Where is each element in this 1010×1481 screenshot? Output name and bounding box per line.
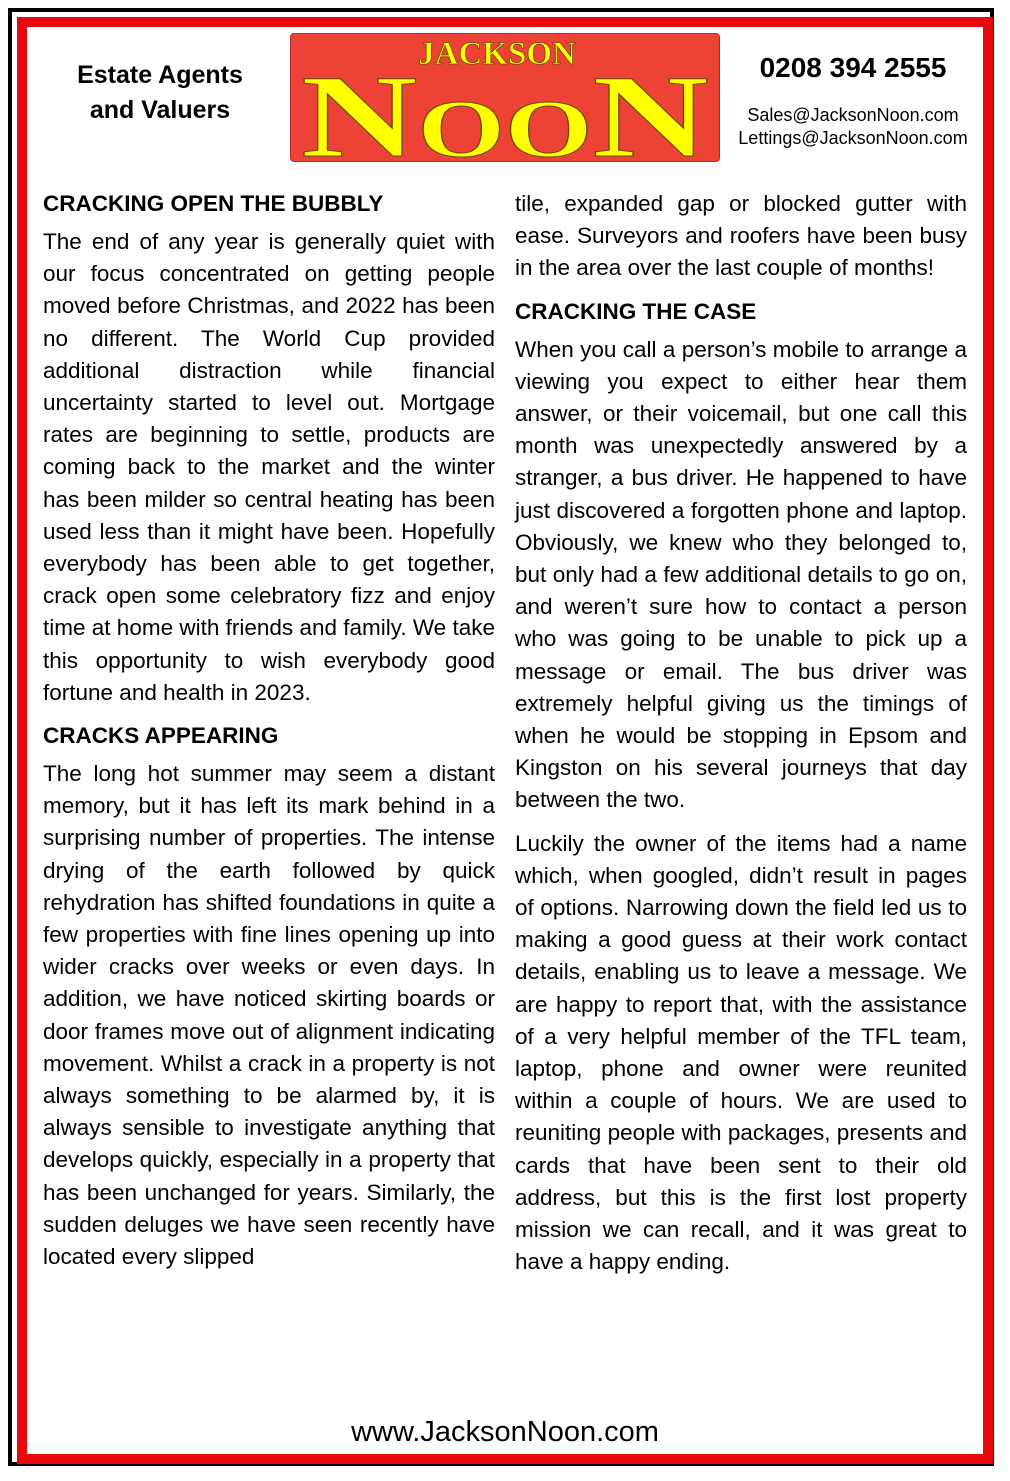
- section-body-cracks-continued: tile, expanded gap or blocked gutter with ease. Surveyors and roofers have been busy in the area over the last couple of months!: [515, 191, 967, 281]
- sales-email[interactable]: Sales@JacksonNoon.com: [747, 105, 959, 125]
- email-contacts: [718, 104, 988, 150]
- lettings-email[interactable]: Lettings@JacksonNoon.com: [738, 128, 968, 148]
- section-heading-case: CRACKING THE CASE: [515, 298, 757, 324]
- section-body-bubbly: The end of any year is generally quiet with our focus concentrated on getting people moved before Christmas, and 2022 has been no different. The World Cup provided additional distraction while financial uncertainty started to level out. Mortgage rates are beginning to settle, products are coming back to the market and the winter has been milder so central heating has been used less than it might have been. Hopefully everybody has been able to get together, crack open some celebratory fizz and enjoy time at home with friends and family. We take this opportunity to wish everybody good fortune and health in 2023.: [43, 229, 495, 705]
- section-body-cracks: The long hot summer may seem a distant memory, but it has left its mark behind in a surprising number of properties. The intense drying of the earth followed by quick rehydration has shifted foundations in quite a few properties with fine lines opening up into wider cracks over weeks or even days. In addition, we have noticed skirting boards or door frames move out of alignment indicating movement. Whilst a crack in a property is not always something to be alarmed by, it is always sensible to investigate anything that develops quickly, especially in a property that has been unchanged for years. Similarly, the sudden deluges we have seen recently have located every slipped: [43, 761, 495, 1270]
- company-logo: [290, 33, 720, 162]
- phone-number: 0208 394 2555: [759, 52, 947, 83]
- left-column: [43, 188, 495, 1284]
- tagline: [60, 58, 260, 128]
- logo-main-text: N OO N: [301, 51, 678, 161]
- logo-top-text: JACKSON: [418, 36, 576, 72]
- section-heading-cracks: CRACKS APPEARING: [43, 723, 279, 749]
- tagline-line1: Estate Agents: [77, 61, 243, 89]
- right-column: [515, 188, 967, 1290]
- section-body-case-p1: When you call a person’s mobile to arrange a viewing you expect to either hear them answer, or their voicemail, but one call this month was unexpectedly answered by a stranger, a bus driver. He happened to have just discovered a forgotten phone and laptop. Obviously, we knew who they belonged to, but only had a few additional details to go on, and weren’t sure how to contact a person who was going to be unable to pick up a message or email. The bus driver was extremely helpful giving us the timings of when he would be stopping in Epsom and Kingston on his several journeys that day between the two.: [515, 336, 967, 813]
- section-heading-bubbly: CRACKING OPEN THE BUBBLY: [43, 191, 384, 216]
- website-link[interactable]: www.JacksonNoon.com: [351, 1416, 659, 1448]
- tagline-line2: and Valuers: [89, 96, 231, 124]
- logo-graphic: [291, 34, 719, 161]
- section-body-case-p2: Luckily the owner of the items had a name which, when googled, didn’t result in pages of options. Narrowing down the field led us to making a good guess at their work contact details, enabling us to leave a message. We are happy to report that, with the assistance of a very helpful member of the TFL team, laptop, phone and owner were reunited within a couple of hours. We are used to reuniting people with packages, presents and cards that have been sent to their old address, but this is the first lost property mission we can recall, and it was great to have a happy ending.: [515, 830, 967, 1275]
